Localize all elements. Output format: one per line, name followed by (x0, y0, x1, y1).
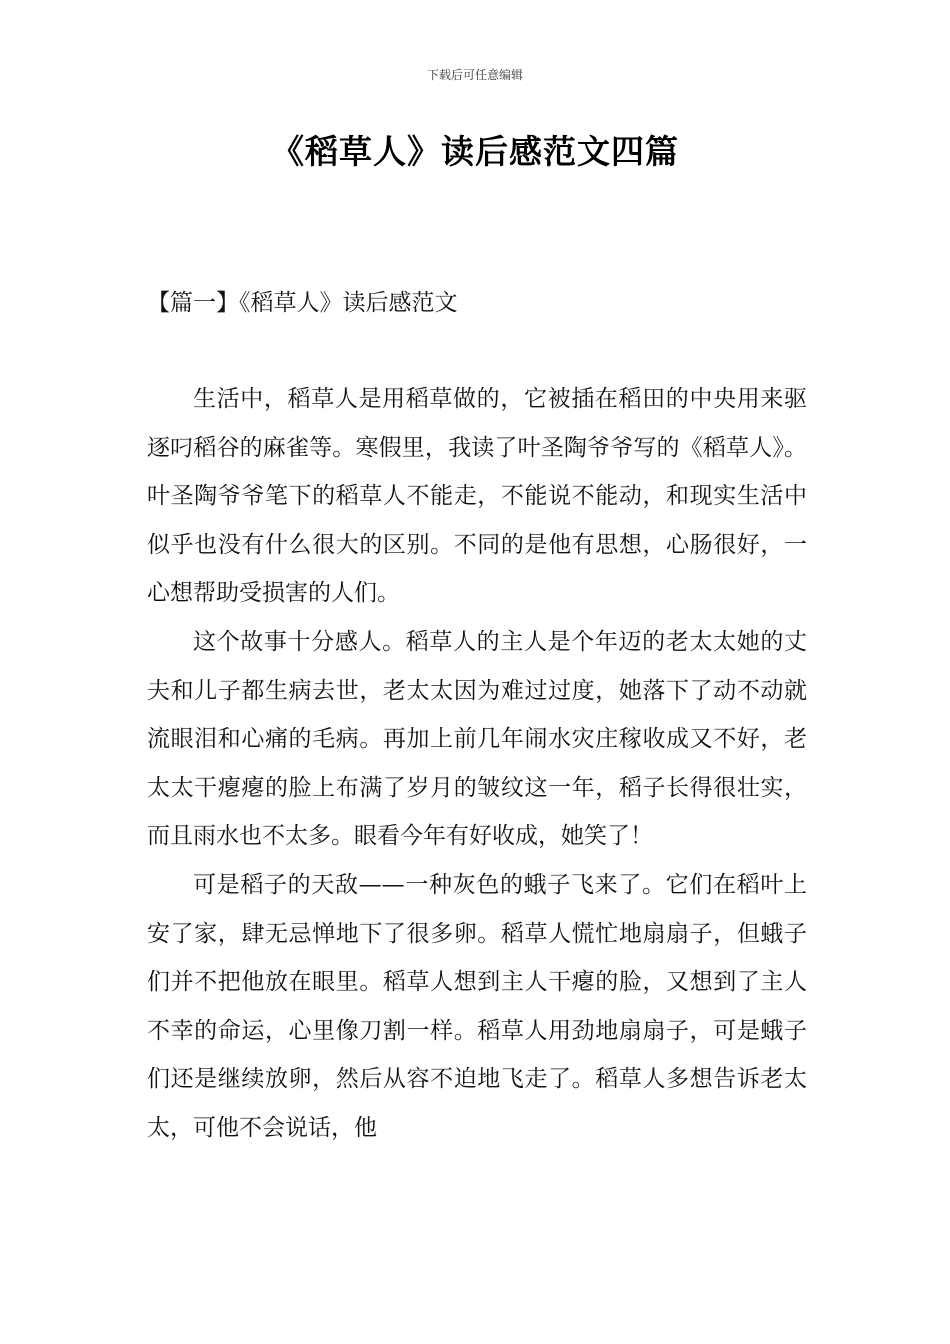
paragraph-1: 生活中，稻草人是用稻草做的，它被插在稻田的中央用来驱逐叼稻谷的麻雀等。寒假里，我读了叶圣陶爷爷写的《稻草人》。叶圣陶爷爷笔下的稻草人不能走，不能说不能动，和现实生活中似乎也没有什么很大的区别。不同的是他有思想，心肠很好，一心想帮助受损害的人们。 (147, 386, 807, 607)
paragraph-2: 这个故事十分感人。稻草人的主人是个年迈的老太太她的丈夫和儿子都生病去世，老太太因为难过过度，她落下了动不动就流眼泪和心痛的毛病。再加上前几年闹水灾庄稼收成又不好，老太太干瘪瘪的脸上布满了岁月的皱纹这一年，稻子长得很壮实，而且雨水也不太多。眼看今年有好收成，她笑了！ (147, 628, 807, 850)
document-body (147, 375, 807, 1153)
section-heading: 【篇一】《稻草人》读后感范文 (147, 290, 458, 316)
paragraph-3: 可是稻子的天敌——一种灰色的蛾子飞来了。它们在稻叶上安了家，肆无忌惮地下了很多卵。稻草人慌忙地扇扇子，但蛾子们并不把他放在眼里。稻草人想到主人干瘪的脸，又想到了主人不幸的命运，心里像刀割一样。稻草人用劲地扇扇子，可是蛾子们还是继续放卵，然后从容不迫地飞走了。稻草人多想告诉老太太，可他不会说话，他 (147, 871, 807, 1141)
header-note: 下载后可任意编辑 (426, 68, 523, 82)
document-title: 《稻草人》读后感范文四篇 (271, 132, 679, 171)
